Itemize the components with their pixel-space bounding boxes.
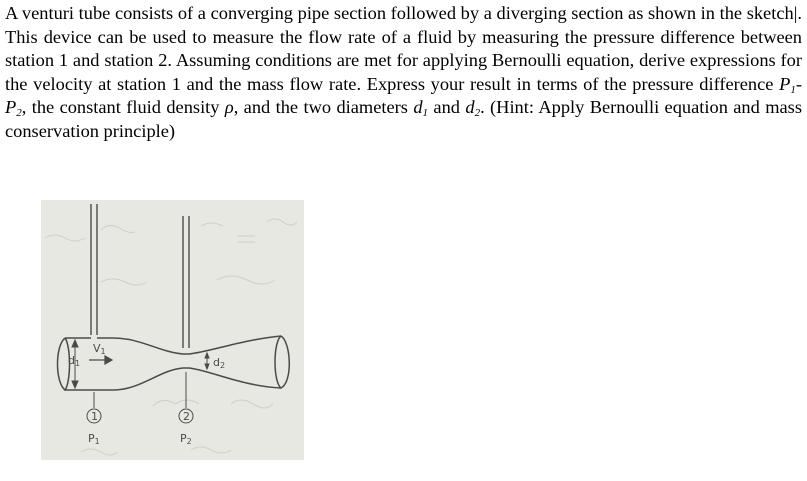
label-d1: d1 xyxy=(68,354,81,368)
d2-dimension-arrow xyxy=(205,353,209,369)
body-text-a: . This device can be used to measure the flow rate of a fluid by measuring the pressure difference between station 1 and station 2. Assuming conditions are met for applying Bernoulli equation, derive expressions for the velocity at station 1 and the mass flow rate. Express your result in terms of the pressure difference xyxy=(5,3,802,94)
var-d1: $d_1$ xyxy=(413,97,429,120)
label-p2: P2 xyxy=(180,432,192,446)
var-p1: $P_1$ xyxy=(779,73,796,96)
label-v1: V1 xyxy=(93,342,106,356)
bleed-through-marks xyxy=(45,219,297,455)
venturi-sketch xyxy=(41,200,304,460)
station-2-number: 2 xyxy=(183,410,190,423)
station-lines xyxy=(87,372,193,423)
piezometer-tube-1 xyxy=(91,204,97,335)
text-cursor: | xyxy=(793,3,798,23)
var-p2: $P_2$ xyxy=(5,97,22,120)
intro-text: A venturi tube consists of a converging pipe section followed by a diverging section as shown in the sketch xyxy=(5,3,794,23)
var-d2: $d_2$ xyxy=(465,97,481,120)
piezometer-tube-2 xyxy=(183,216,189,348)
station-1-number: 1 xyxy=(91,410,98,423)
venturi-drawing xyxy=(41,200,304,460)
body-text-b: , the constant fluid density xyxy=(21,97,225,118)
and-word: and xyxy=(428,97,466,118)
velocity-arrow xyxy=(89,356,112,364)
body-text-c: , and the two diameters xyxy=(233,97,414,118)
body-text-d: . (Hint: Apply Bernoulli equation and mass conservation principle) xyxy=(5,97,802,141)
dash: - xyxy=(795,73,802,94)
problem-statement xyxy=(5,2,802,144)
label-d2: d2 xyxy=(213,356,226,370)
label-p1: P1 xyxy=(88,432,100,446)
var-rho: ρ xyxy=(224,97,234,118)
